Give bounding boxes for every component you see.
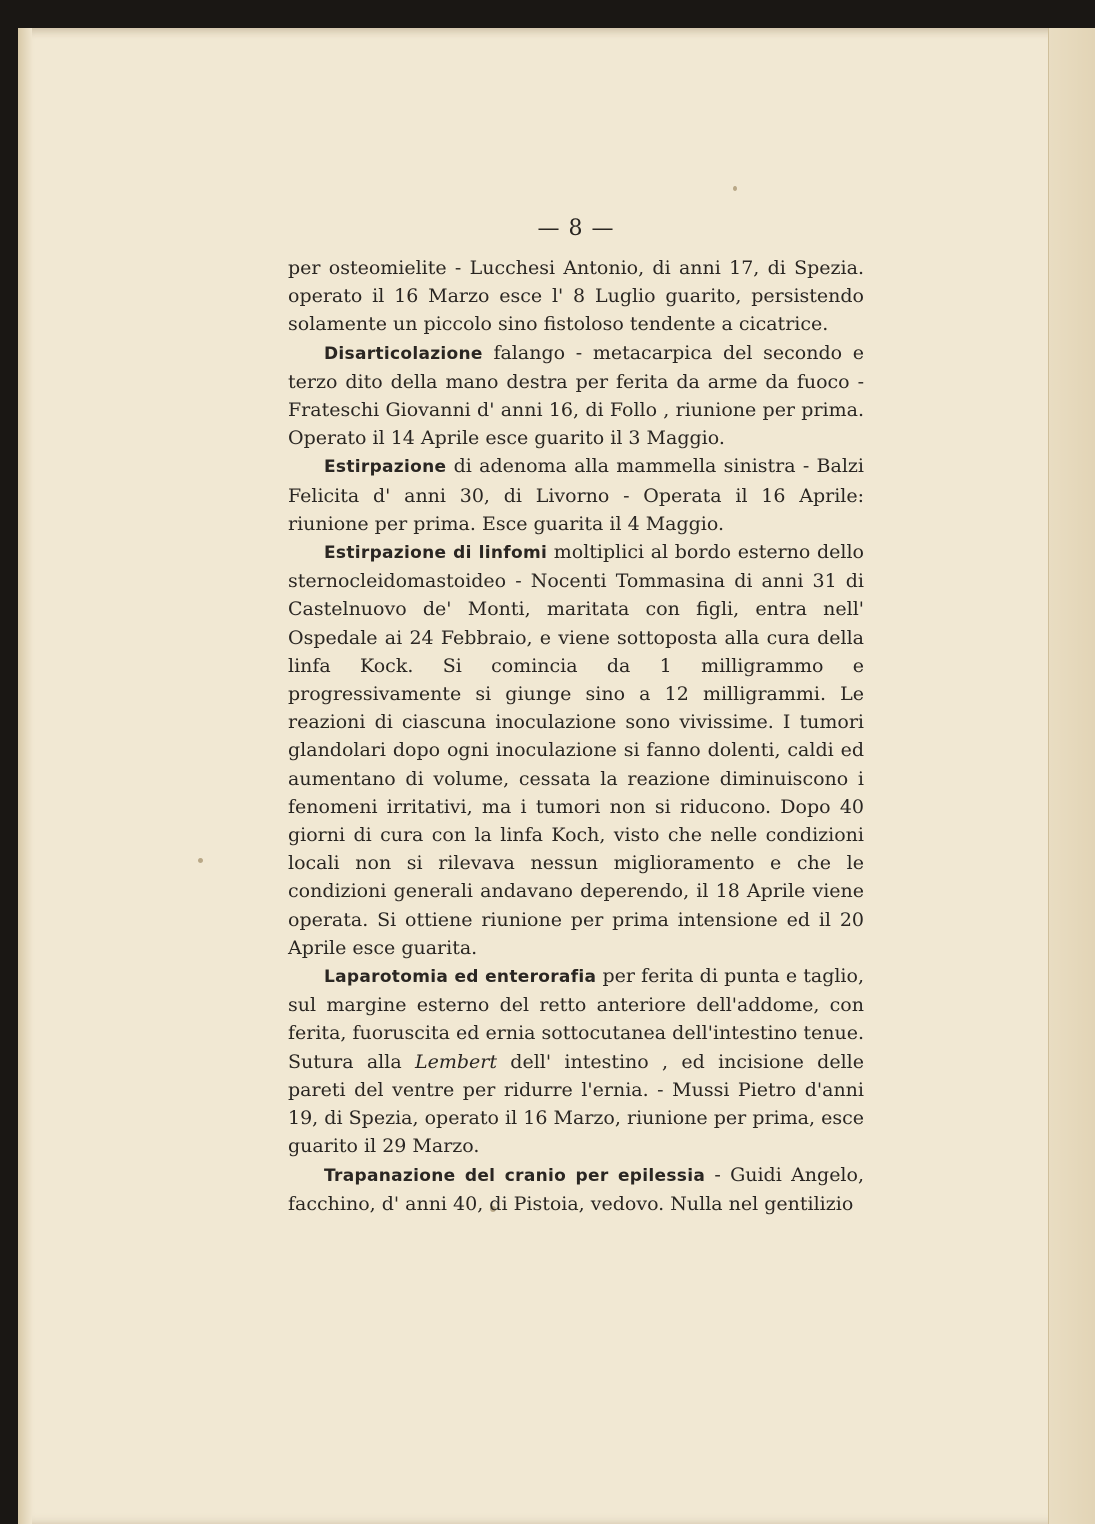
paper-speck [733, 186, 737, 191]
paragraph-text: falango - metacarpica del secondo e terzo dito della mano destra per ferita da arme da fuoco - Frateschi Giovanni d' anni 16, di Follo , riunione per prima. Operato il 14 Aprile esce guarito il 3 Maggio. [288, 341, 864, 450]
italic-term: Lembert [414, 1050, 497, 1073]
paragraph-text: per ferita di punta e taglio, sul margine esterno del retto anteriore dell'addome, con ferita, fuoruscita ed ernia sottocutanea dell'intestino tenue. Sutura alla [288, 965, 864, 1073]
page-number: — 8 — [537, 216, 615, 241]
paragraph-disarticolazione [288, 339, 864, 453]
paragraph-estirpazione-linfomi [288, 538, 864, 962]
text-block [288, 214, 864, 1218]
entry-heading: Trapanazione del cranio per epilessia [324, 1165, 706, 1186]
next-page-edge [1048, 28, 1095, 1524]
entry-heading: Disarticolazione [324, 343, 483, 364]
entry-heading: Laparotomia ed enterorafia [324, 967, 597, 988]
page-gutter [18, 28, 32, 1524]
paper-speck [198, 858, 203, 863]
paragraph-trapanazione [288, 1161, 864, 1218]
paragraph-text: per osteomielite - Lucchesi Antonio, di anni 17, di Spezia. operato il 16 Marzo esce l' 8 Luglio guarito, persistendo solamente un piccolo sino fistoloso tendente a cicatrice. [288, 257, 864, 336]
paragraph-laparotomia [288, 962, 864, 1160]
paragraph-estirpazione-adenoma [288, 452, 864, 538]
paragraph-text: di adenoma alla mammella sinistra - Balzi Felicita d' anni 30, di Livorno - Operata il 16 Aprile: riunione per prima. Esce guarita il 4 Maggio. [288, 455, 864, 535]
entry-heading: Estirpazione di linfomi [324, 543, 548, 564]
entry-heading: Estirpazione [324, 457, 447, 478]
paragraph-osteomielite [288, 254, 864, 339]
paragraph-text: - Guidi Angelo, facchino, d' anni 40, di Pistoia, vedovo. Nulla nel gentilizio [288, 1163, 864, 1215]
paragraph-text: dell' intestino , ed incisione delle pareti del ventre per ridurre l'ernia. - Mussi Pietro d'anni 19, di Spezia, operato il 16 Marzo, riunione per prima, esce guarito il 29 Marzo. [288, 1050, 864, 1158]
paragraph-text: moltiplici al bordo esterno dello sternocleidomastoideo - Nocenti Tommasina di anni 31 di Castelnuovo de' Monti, maritata con figli, entra nell' Ospedale ai 24 Febbraio, e viene sottoposta alla cura della linfa Kock. Si comincia da 1 milligrammo e progressivamente si giunge sino a 12 milligrammi. Le reazioni di ciascuna inoculazione sono vivissime. I tumori glandolari dopo ogni inoculazione si fanno dolenti, caldi ed aumentano di volume, cessata la reazione diminuiscono i fenomeni irritativi, ma i tumori non si riducono. Dopo 40 giorni di cura con la linfa Koch, visto che nelle condizioni locali non si rilevava nessun miglioramento e che le condizioni generali andavano deperendo, il 18 Aprile viene operata. Si ottiene riunione per prima intensione ed il 20 Aprile esce guarita. [288, 541, 864, 959]
